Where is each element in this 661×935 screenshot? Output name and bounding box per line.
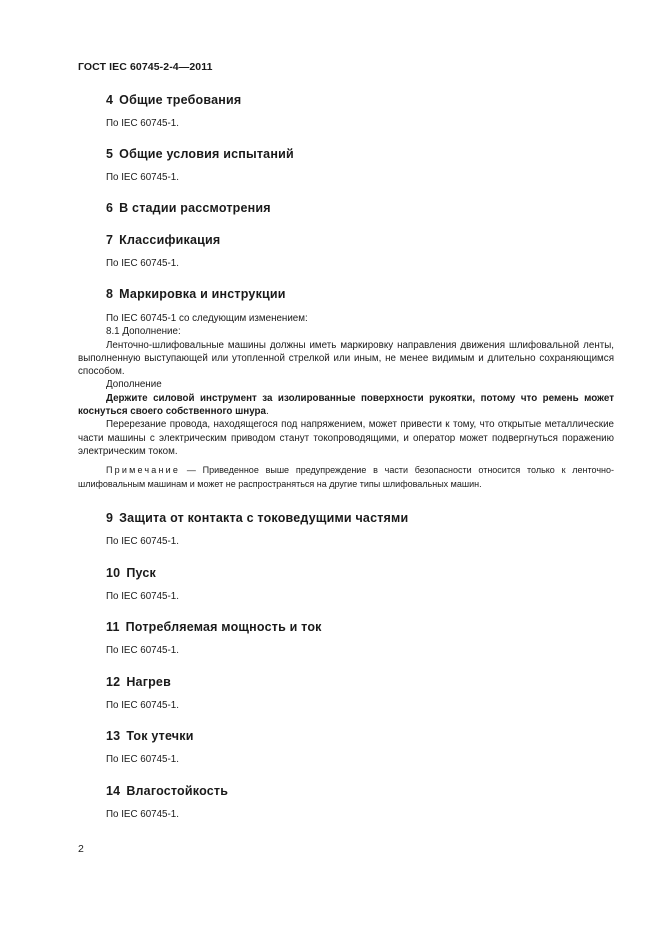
section-heading: Защита от контакта с токоведущими частями — [119, 511, 409, 525]
note-text: — Приведенное выше предупреждение в части безопасности относится только к ленточно-шлифовальным машинам и может не распространяться на другие типы шлифовальных машин. — [78, 465, 614, 489]
section-title — [106, 93, 614, 107]
section-7 — [78, 233, 614, 269]
section-heading: Общие требования — [119, 93, 242, 107]
section-reference: По IEC 60745-1. — [106, 754, 179, 765]
document-code: ГОСТ IEC 60745-2-4—2011 — [78, 61, 213, 73]
section-number: 13 — [106, 729, 121, 743]
section-heading: Нагрев — [126, 675, 171, 689]
section-reference: По IEC 60745-1. — [106, 118, 179, 129]
section-heading: Общие условия испытаний — [119, 147, 294, 161]
section-reference: По IEC 60745-1. — [106, 536, 179, 547]
page-number: 2 — [78, 843, 84, 855]
section-heading: Потребляемая мощность и ток — [125, 620, 322, 634]
note-label: Примечание — [106, 465, 181, 476]
section-10 — [78, 566, 614, 602]
warning-text: Держите силовой инструмент за изолированные поверхности рукоятки, потому что ремень может коснуться своего собственного шнура — [78, 392, 614, 418]
section-heading: Ток утечки — [126, 729, 194, 743]
paragraph: 8.1 Дополнение: — [106, 326, 181, 338]
section-number: 6 — [106, 201, 114, 215]
section-title — [106, 729, 614, 743]
section-number: 4 — [106, 93, 114, 107]
section-number: 7 — [106, 233, 114, 247]
section-title — [106, 287, 614, 301]
section-number: 8 — [106, 287, 114, 301]
section-number: 12 — [106, 675, 121, 689]
section-heading: Классификация — [119, 233, 221, 247]
paragraph: Ленточно-шлифовальные машины должны иметь маркировку направления движения шлифовальной ленты, выполненную выступающей или утопленной стрелкой или иным, не менее видимым и длительно сохраняющимся способом. — [78, 339, 614, 378]
section-reference: По IEC 60745-1. — [106, 258, 179, 269]
section-9 — [78, 511, 614, 547]
section-6 — [78, 201, 614, 215]
section-8-body — [78, 312, 614, 491]
section-title — [106, 675, 614, 689]
warning-paragraph — [78, 392, 614, 419]
section-title — [106, 566, 614, 580]
section-title — [106, 201, 614, 215]
paragraph: По IEC 60745-1 со следующим изменением: — [106, 313, 308, 324]
section-title — [106, 511, 614, 525]
paragraph: Перерезание провода, находящегося под напряжением, может привести к тому, что открытые металлические части машины с электрическим приводом станут токопроводящими, и оператор может подвергнуться поражению электрическим током. — [78, 419, 614, 457]
note — [78, 464, 614, 491]
section-reference: По IEC 60745-1. — [106, 700, 179, 711]
paragraph: Дополнение — [106, 379, 162, 391]
section-title — [106, 233, 614, 247]
section-reference: По IEC 60745-1. — [106, 645, 179, 656]
section-11 — [78, 620, 614, 656]
section-13 — [78, 729, 614, 765]
section-number: 9 — [106, 511, 114, 525]
section-title — [106, 147, 614, 161]
section-title — [106, 784, 614, 798]
section-heading: В стадии рассмотрения — [119, 201, 271, 215]
section-number: 14 — [106, 784, 121, 798]
section-number: 5 — [106, 147, 114, 161]
section-heading: Влагостойкость — [126, 784, 229, 798]
section-5 — [78, 147, 614, 183]
section-reference: По IEC 60745-1. — [106, 172, 179, 183]
section-12 — [78, 675, 614, 711]
section-8 — [78, 287, 614, 491]
section-number: 11 — [106, 620, 120, 634]
section-reference: По IEC 60745-1. — [106, 591, 179, 602]
section-title — [106, 620, 614, 634]
section-4 — [78, 93, 614, 129]
section-14 — [78, 784, 614, 820]
section-number: 10 — [106, 566, 121, 580]
section-heading: Пуск — [126, 566, 156, 580]
section-heading: Маркировка и инструкции — [119, 287, 286, 301]
warning-period: . — [265, 406, 269, 418]
section-reference: По IEC 60745-1. — [106, 809, 179, 820]
